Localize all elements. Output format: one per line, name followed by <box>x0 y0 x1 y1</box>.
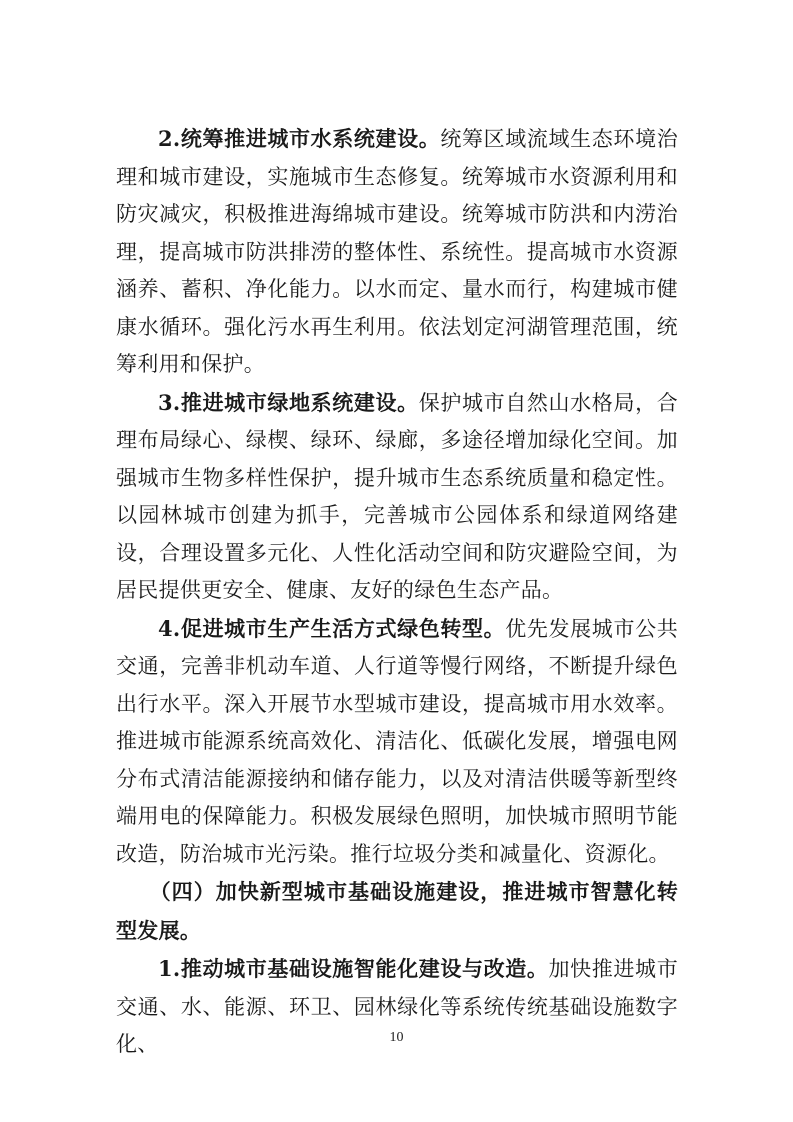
paragraph-green-transition <box>116 610 678 874</box>
paragraph-text: 保护城市自然山水格局，合理布局绿心、绿楔、绿环、绿廊，多途径增加绿化空间。加强城市生物多样性保护，提升城市生态系统质量和稳定性。以园林城市创建为抓手，完善城市公园体系和绿道网络建设，合理设置多元化、人性化活动空间和防灾避险空间，为居民提供更安全、健康、友好的绿色生态产品。 <box>116 390 678 602</box>
paragraph-text: 统筹区域流域生态环境治理和城市建设，实施城市生态修复。统筹城市水资源利用和防灾减灾，积极推进海绵城市建设。统筹城市防洪和内涝治理，提高城市防洪排涝的整体性、系统性。提高城市水资源涵养、蓄积、净化能力。以水而定、量水而行，构建城市健康水循环。强化污水再生利用。依法划定河湖管理范围，统筹利用和保护。 <box>116 127 678 376</box>
document-body <box>116 120 678 1064</box>
paragraph-text: 加快推进城市交通、水、能源、环卫、园林绿化等系统传统基础设施数字化、 <box>116 957 678 1056</box>
paragraph-heading: 2.统筹推进城市水系统建设。 <box>158 126 441 151</box>
paragraph-water-system <box>116 120 678 384</box>
page-number: 10 <box>389 1030 404 1045</box>
paragraph-heading: 1.推动城市基础设施智能化建设与改造。 <box>158 956 549 981</box>
paragraph-smart-infrastructure <box>116 950 678 1064</box>
section-heading-infrastructure <box>116 873 678 950</box>
section-heading-text: （四）加快新型城市基础设施建设，推进城市智慧化转型发展。 <box>116 879 678 943</box>
paragraph-heading: 3.推进城市绿地系统建设。 <box>158 389 419 415</box>
paragraph-heading: 4.促进城市生产生活方式绿色转型。 <box>158 615 506 641</box>
paragraph-text: 优先发展城市公共交通，完善非机动车道、人行道等慢行网络，不断提升绿色出行水平。深入开展节水型城市建设，提高城市用水效率。推进城市能源系统高效化、清洁化、低碳化发展，增强电网分布式清洁能源接纳和储存能力，以及对清洁供暖等新型终端用电的保障能力。积极发展绿色照明，加快城市照明节能改造，防治城市光污染。推行垃圾分类和减量化、资源化。 <box>116 616 678 866</box>
paragraph-green-space <box>116 384 678 610</box>
